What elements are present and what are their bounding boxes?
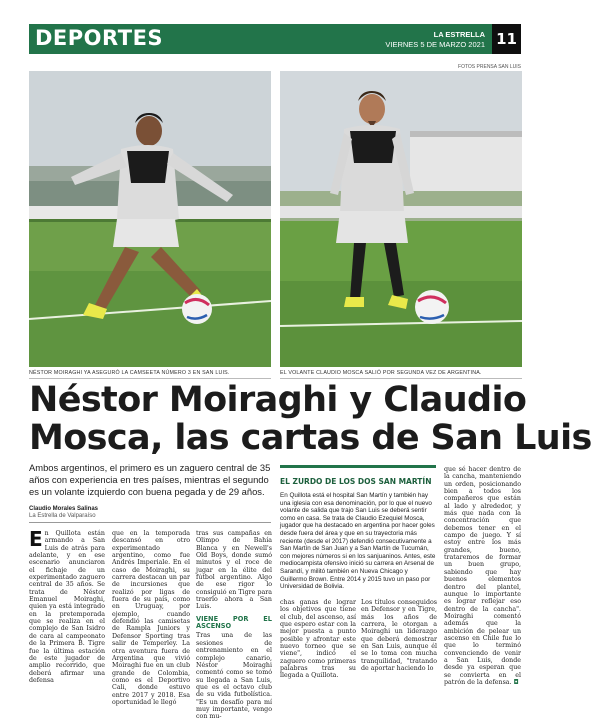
body-text-2: que en la temporada descansó en otro experimentado argentino, como fue Andrés Imperiale. En el caso de Moiraghi, su carrera destacan un par de incursiones que realizó por ligas de fuera de su país, como en Uruguay, por ejemplo, cuando defendió las camisetas de Rampla Juniors y Defensor Sporting tras salir de Temperley. La otra aventura fuera de Argentina que vivió Moiraghi fue en un club grande de Colombia, como es el Deportivo Cali, donde estuvo entre 2017 y 2018. Esa oportunidad le llegó xyxy=(112,530,190,706)
headline-line-2: Mosca, las cartas de San Luis xyxy=(29,418,592,458)
photo-mosca xyxy=(280,71,522,367)
article-subhead: VIENE POR EL ASCENSO xyxy=(196,614,272,631)
body-column-3 xyxy=(196,530,272,721)
article-headline xyxy=(29,380,592,458)
body-text-3b: Tras una de las sesiones de entrenamiento en el complejo canario, Néstor Moiraghi comentó como se tomó su llegada a San Luis, que es el octavo club de su vida futbolística. "Es un desafío para mí muy importante, vengo con mu- xyxy=(196,632,272,721)
end-of-article-icon: ◘ xyxy=(513,678,519,686)
drop-cap: E xyxy=(29,527,43,551)
sidebar-title: EL ZURDO DE LOS DOS SAN MARTÍN xyxy=(280,477,432,486)
sidebar-box xyxy=(280,465,436,591)
body-text-1: n Quillota están armando a San Luis de atrás para adelante, y en ese escenario anunciaron el fichaje de un experimentado zaguero central de 35 años. Se trata de Néstor Emanuel Moiraghi, quien ya está integrado en la pretemporada que se realiza en el complejo de San Isidro de cara al campeonato de la Primera B. Tigre fue la última estación de este jugador de amplio recorrido, que deberá afirmar una defensa xyxy=(29,530,105,684)
page-number: 11 xyxy=(492,24,521,54)
newspaper-name: LA ESTRELLA xyxy=(433,30,485,39)
body-text-4: chas ganas de lograr los objetivos que tiene el club, del ascenso, así que espero estar con la mejor puesta a punto posible y afrontar este nuevo torneo que se viene", indicó el zaguero como primeras palabras tras su llegada a Quillota. xyxy=(280,599,356,680)
body-column-2 xyxy=(112,530,190,706)
sidebar-text: En Quillota está el hospital San Martín y también hay una iglesia con esa denominación, por lo que el nuevo volante de salida que trajo San Luis se deberá sentir como en casa. Se trata de Claudio Ezequiel Mosca, jugador que ha destacado en argentina por hacer goles desde fuera del área y que en su trayectoria más reciente (desde el 2017) defendió consecutivamente a San Martín de San Juan y a San Martín de Tucumán, con mejores números si en los sanjuaninos. Antes, este mediocampista ofensivo inició su carrera en Arsenal de Sarandí, y militó también en Nueva Chicago y Guillermo Brown. Entre 2014 y 2015 tuvo un paso por Universidad de Bolivia. xyxy=(280,492,436,591)
body-text-5: Los títulos conseguidos en Defensor y en Tigre, más los años de carrera, le otorgan a Moiraghi un liderazgo que deberá demostrar en San Luis, aunque él se lo toma con mucha tranquilidad, "tratando de aportar haciendo lo xyxy=(361,599,437,673)
byline-author: Claudio Morales Salinas xyxy=(29,506,99,512)
byline-organization: La Estrella de Valparaíso xyxy=(29,513,96,519)
photo-caption-left: NÉSTOR MOIRAGHI YA ASEGURÓ LA CAMSEETA NÚMERO 3 EN SAN LUIS. xyxy=(29,370,230,376)
caption-divider-right xyxy=(280,378,522,379)
photo-caption-right: EL VOLANTE CLAUDIO MOSCA SALIÓ POR SEGUNDA VEZ DE ARGENTINA. xyxy=(280,370,482,376)
photo-credit: FOTOS PRENSA SAN LUIS xyxy=(458,64,521,70)
headline-line-1: Néstor Moiraghi y Claudio xyxy=(29,380,527,420)
section-title: DEPORTES xyxy=(35,26,164,50)
article-deck: Ambos argentinos, el primero es un zaguero central de 35 años con experiencia en tres países, mientras el segundo es un volante izquierdo con buena pegada y de 29 años. xyxy=(29,462,271,497)
body-column-6 xyxy=(444,466,521,686)
body-text-3a: tras sus campañas en Olimpo de Bahía Blanca y en Newell's Old Boys, donde sumó minutos y el roce de jugar en la élite del fútbol argentino. Algo de ese rigor lo consiguió en Tigre para traerlo ahora a San Luis. xyxy=(196,530,272,611)
byline-divider xyxy=(29,522,271,523)
body-text-6: que sé hacer dentro de la cancha, manteniendo un orden, posicionando bien a todos los compañeros que están al lado y alrededor, y más que nada con la concentración que debemos tener en el campo de juego. Y sí estoy entre los más grandes, bueno, trataremos de formar un buen grupo, sabiendo que hay buenos elementos dentro del plantel, aunque lo importante es lograr reflejar eso dentro de la cancha". Moiraghi comentó además que la ambición de pelear un ascenso en Chile fue lo que lo terminó convenciendo de venir a San Luis, donde desde ya esperan que se convierta en el patrón de la defensa. xyxy=(444,466,521,686)
section-header xyxy=(29,24,521,54)
body-column-1 xyxy=(29,527,105,684)
body-column-4 xyxy=(280,599,356,680)
photo-moiraghi xyxy=(29,71,271,367)
body-column-5 xyxy=(361,599,437,672)
caption-divider-left xyxy=(29,378,271,379)
issue-date: VIERNES 5 DE MARZO 2021 xyxy=(385,40,485,49)
